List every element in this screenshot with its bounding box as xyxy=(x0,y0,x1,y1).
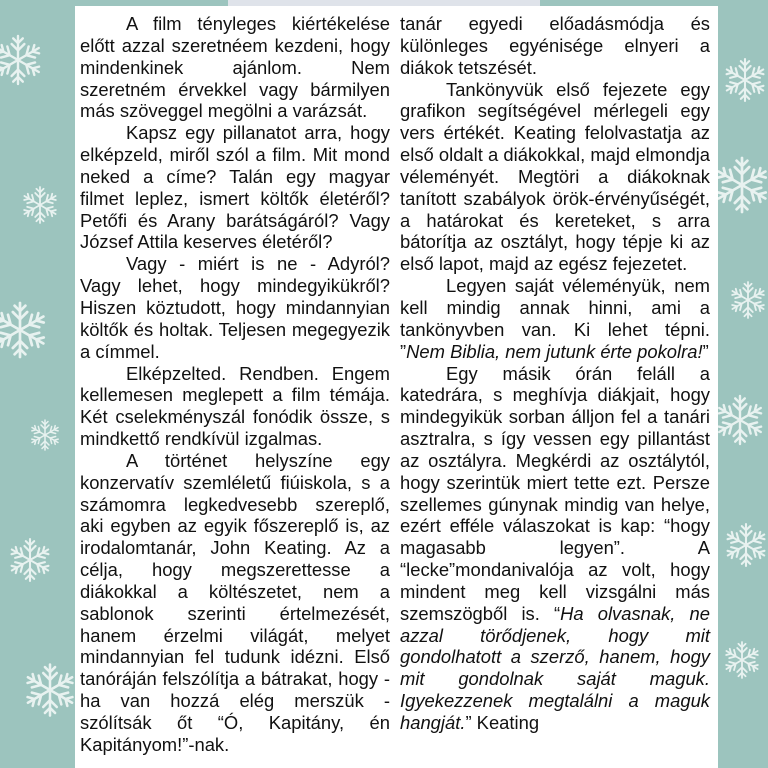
quote-italic: Ha olvasnak, ne azzal törődjenek, hogy mit gondolhatott a szerző, hanem, hogy mit gondolnak saját maguk. Igyekezzenek megtalálni a maguk hangját. xyxy=(400,602,710,733)
paragraph-continuation: tanár egyedi előadásmódja és különleges egyénisége elnyeri a diákok tetszését. xyxy=(400,13,710,78)
snowflake-icon xyxy=(715,158,768,212)
left-column xyxy=(80,13,390,756)
snowflake-icon xyxy=(724,59,766,101)
snowflake-icon xyxy=(725,524,767,566)
snowflake-icon xyxy=(0,303,47,357)
paragraph: A történet helyszíne egy konzervatív szemléletű fiúiskola, s a számomra legkedvesebb szereplő, aki egyben az egyik főszereplő is, az irodalomtanár, John Keating. Az a célja, hogy megszerettesse a diákokkal a költészetet, nem a sablonok szerinti értelmezését, hanem érzelmi világát, melyet mindannyian fel tudunk idézni. Első tanóráján felszólítja a bátrakat, hogy - ha van hozzá elég merszük - szólítsák őt “Ó, Kapitány, én Kapitányom!”-nak. xyxy=(80,449,390,755)
snowflake-icon xyxy=(22,187,58,223)
snowflake-icon xyxy=(0,36,42,84)
paragraph xyxy=(400,363,710,734)
snowflake-icon xyxy=(716,396,764,444)
paragraph xyxy=(400,275,710,362)
snowflake-icon xyxy=(25,665,76,716)
paragraph-text: Legyen saját véleményük, nem kell mindig annak hinni, ami a tankönyvben van. Ki lehet tépni. ” xyxy=(400,275,710,362)
right-column xyxy=(400,13,710,734)
quote-italic: Nem Biblia, nem jutunk érte pokolra! xyxy=(406,340,703,362)
snowflake-icon xyxy=(9,539,51,581)
paragraph: Elképzelted. Rendben. Engem kellemesen meglepett a film témája. Két cselekményszál fonódik össze, s mindkettő rendkívül izgalmas. xyxy=(80,362,390,450)
paragraph: Vagy - miért is ne - Adyról? Vagy lehet, hogy mindegyikükről? Hiszen köztudott, hogy mindannyian költők és holtak. Teljesen megegyezik a címmel. xyxy=(80,253,390,362)
article-page xyxy=(75,6,718,768)
snowflake-icon xyxy=(724,642,760,678)
paragraph: Kapsz egy pillanatot arra, hogy elképzeld, miről szól a film. Mit mond neked a címe? Talán egy magyar filmet leplez, ismert költők életéről? Petőfi és Arany barátságáról? Vagy József Attila keserves életéről? xyxy=(80,122,390,253)
snowflake-icon xyxy=(730,282,766,318)
paragraph: A film tényleges kiértékelése előtt azzal szeretnéem kezdeni, hogy mindenkinek ajánlom. Nem szeretném érvekkel vagy bármilyen más szöveggel megölni a varázsát. xyxy=(80,13,390,122)
quote-close: ” Keating xyxy=(465,712,540,733)
paragraph: Tankönyvük első fejezete egy grafikon segítségével mérlegeli egy vers értékét. Keating felolvastatja az első oldalt a diákokkal, majd elmondja véleményét. Megtöri a diákoknak tanított szabályok örök-érvényűségét, a határokat és kereteket, s arra bátorítja az osztályt, hogy tépje ki az első lapot, majd az egész fejezetet. xyxy=(400,78,710,275)
snowflake-icon xyxy=(30,420,60,450)
quote-close: ” xyxy=(702,340,709,362)
paragraph-text: Egy másik órán feláll a katedrára, s meghívja diákjait, hogy mindegyikük sorban álljon fel a tanári asztralra, s így vessen egy pillantást az osztályra. Megkérdi az osztálytól, hogy szerintük miert tette ezt. Persze szellemes gúnynak mindig van helye, ezért efféle válaszokat is kap: “hogy magasabb legyen”. A “lecke”mondanivalója az volt, hogy mindent meg kell vizsgálni más szemszögből is. “ xyxy=(400,362,710,624)
